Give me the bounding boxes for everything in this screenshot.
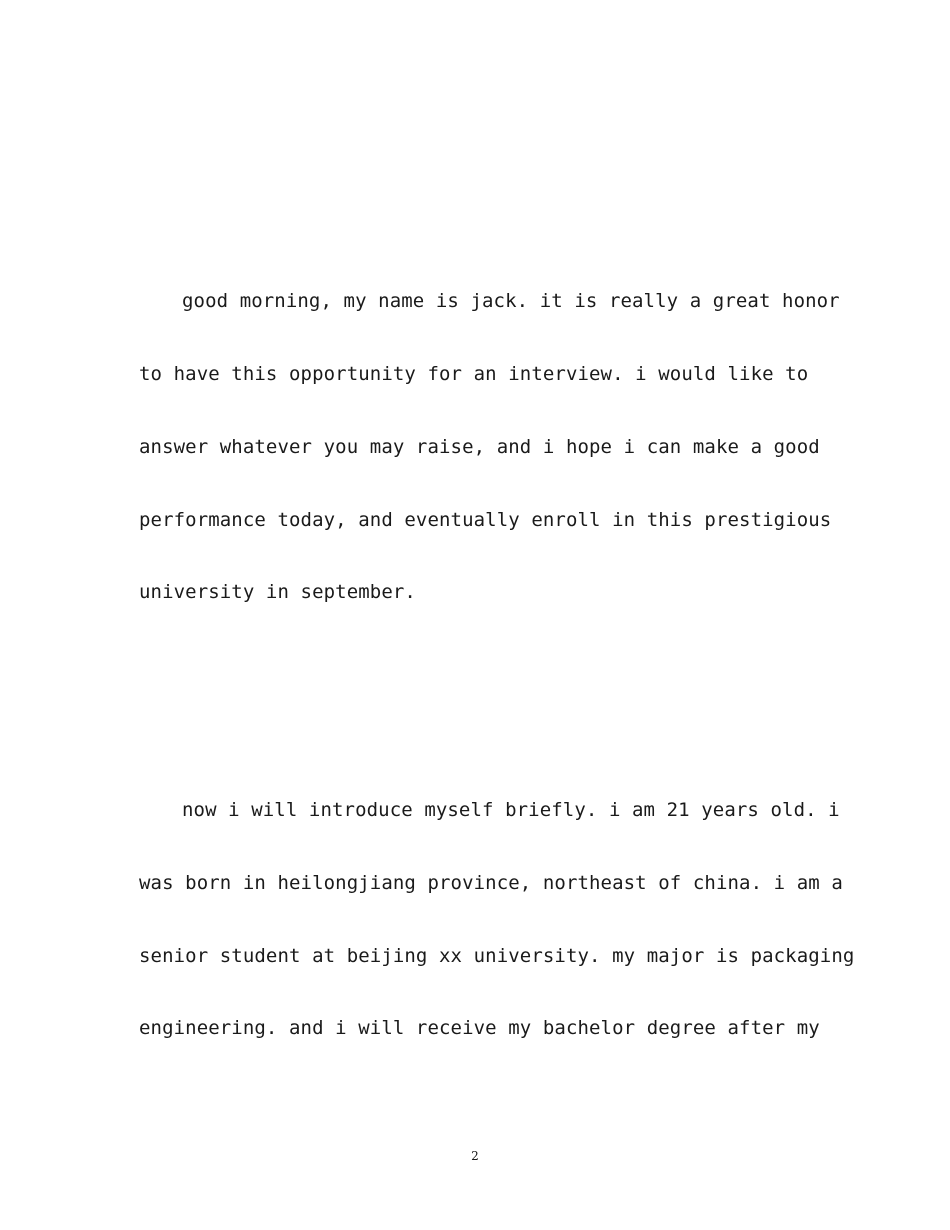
paragraph-line: university in september. [139, 581, 416, 603]
paragraph-line: was born in heilongjiang province, northeast of china. i am a [139, 872, 843, 894]
paragraph-line: answer whatever you may raise, and i hope i can make a good [139, 436, 820, 458]
paragraph-line: performance today, and eventually enroll in this prestigious [139, 509, 832, 531]
paragraph-line: senior student at beijing xx university. my major is packaging [139, 945, 855, 967]
paragraph-line: engineering. and i will receive my bachelor degree after my [139, 1017, 820, 1039]
paragraph-line: now i will introduce myself briefly. i am 21 years old. i [182, 799, 840, 821]
page-number: 2 [471, 1149, 479, 1163]
paragraph-line: to have this opportunity for an interview. i would like to [139, 363, 809, 385]
paragraph-line: good morning, my name is jack. it is really a great honor [182, 290, 840, 312]
